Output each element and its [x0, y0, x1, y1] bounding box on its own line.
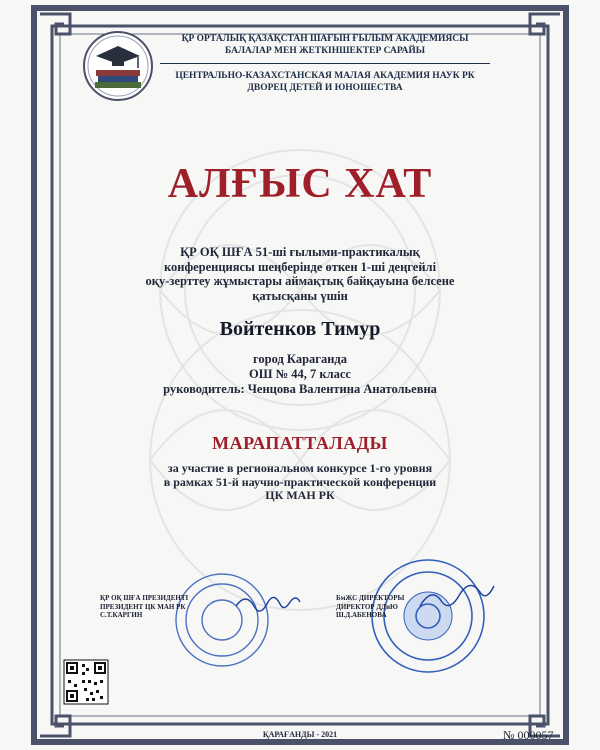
- city-year: ҚАРАҒАНДЫ - 2021: [262, 730, 338, 739]
- left-signatory: [100, 594, 188, 620]
- recipient-school: ОШ № 44, 7 класс: [249, 367, 351, 381]
- header-bottom: [160, 70, 490, 94]
- intro-text: [120, 245, 480, 303]
- recipient-supervisor: руководитель: Ченцова Валентина Анатольевна: [163, 382, 437, 396]
- qr-code: [64, 660, 108, 704]
- award-text: [110, 462, 490, 503]
- left-signatory-line-2: ПРЕЗИДЕНТ ЦК МАН РК: [100, 602, 186, 611]
- header-line-1: ҚР ОРТАЛЫҚ ҚАЗАҚСТАН ШАҒЫН ҒЫЛЫМ АКАДЕМИЯСЫ: [181, 34, 469, 44]
- award-heading: МАРАПАТТАЛАДЫ: [212, 433, 388, 453]
- recipient-city: город Караганда: [253, 352, 347, 366]
- left-signatory-line-3: С.Т.КАРГИН: [100, 611, 143, 619]
- intro-line-4: қатысқаны үшін: [252, 288, 348, 303]
- recipient-details: [100, 352, 500, 397]
- certificate-title: АЛҒЫС ХАТ: [167, 161, 433, 207]
- award-line-1: за участие в региональном конкурсе 1-го уровня: [167, 461, 433, 475]
- header-line-3: ЦЕНТРАЛЬНО-КАЗАХСТАНСКАЯ МАЛАЯ АКАДЕМИЯ НАУК РК: [175, 71, 475, 81]
- certificate-number: № 000057: [503, 728, 554, 742]
- intro-line-2: конференциясы шеңберінде өткен 1-ші деңгейлі: [163, 259, 437, 274]
- header-top: [160, 33, 490, 57]
- award-line-3: ЦК МАН РК: [265, 488, 335, 502]
- academy-logo: [84, 32, 152, 100]
- right-signatory: [336, 594, 404, 620]
- right-signatory-line-3: Ш.Д.АБЕНОВА: [336, 611, 387, 619]
- left-signatory-line-1: ҚР ОҚ ШҒА ПРЕЗИДЕНТІ: [100, 594, 189, 602]
- right-signatory-line-1: БмЖС ДИРЕКТОРЫ: [336, 594, 405, 602]
- recipient-name: Войтенков Тимур: [219, 318, 381, 340]
- right-signatory-line-2: ДИРЕКТОР ДДиЮ: [336, 602, 398, 611]
- header-line-4: ДВОРЕЦ ДЕТЕЙ И ЮНОШЕСТВА: [247, 83, 403, 93]
- intro-line-1: ҚР ОҚ ШҒА 51-ші ғылыми-практикалық: [180, 245, 420, 259]
- intro-line-3: оқу-зерттеу жұмыстары аймақтық байқауына белсене: [145, 274, 455, 288]
- header-divider: [160, 63, 490, 64]
- award-line-2: в рамках 51-й научно-практической конференции: [163, 474, 437, 489]
- header-line-2: БАЛАЛАР МЕН ЖЕТКІНШЕКТЕР САРАЙЫ: [224, 46, 426, 56]
